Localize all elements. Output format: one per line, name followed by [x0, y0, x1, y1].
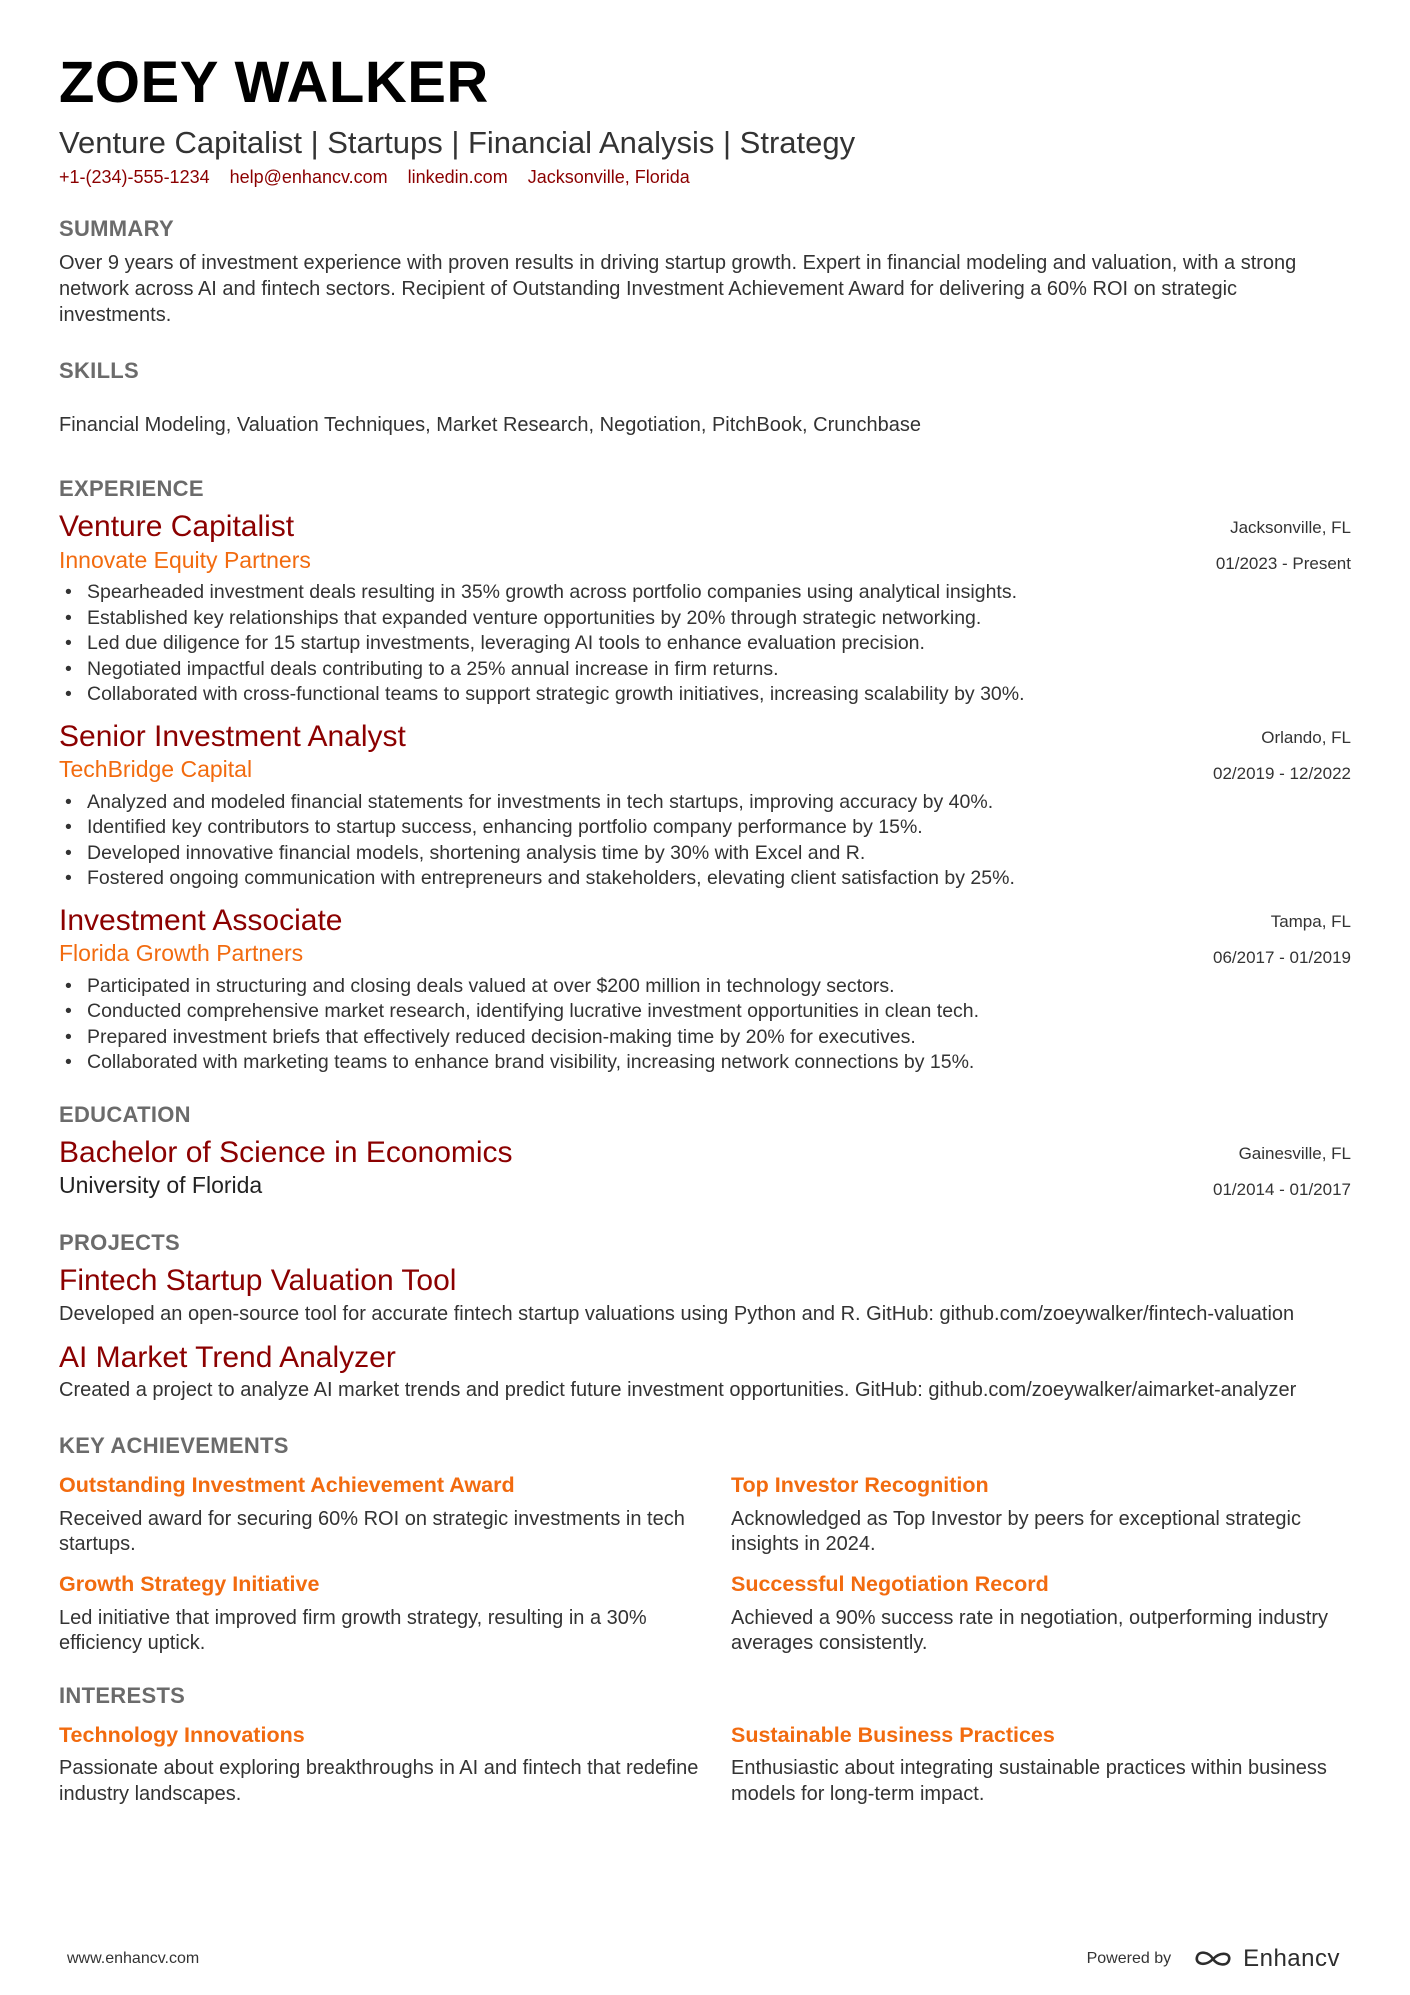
achievement-text: Received award for securing 60% ROI on strategic investments in tech startups. — [59, 1507, 685, 1556]
interest-text: Enthusiastic about integrating sustainable practices within business models for long-term impact. — [731, 1757, 1327, 1805]
interest-title: Technology Innovations — [59, 1722, 305, 1747]
achievements-grid — [59, 1473, 1351, 1657]
job-bullets — [59, 790, 1351, 892]
phone-link[interactable]: +1-(234)-555-1234 — [59, 167, 210, 188]
summary-section — [59, 216, 1351, 328]
list-item: • Conducted comprehensive market research, identifying lucrative investment opportunities in clean tech. — [87, 999, 1351, 1025]
powered-by — [1087, 1945, 1340, 1973]
experience-entry — [59, 720, 1351, 892]
resume-header — [59, 50, 1351, 188]
section-title-summary: SUMMARY — [59, 216, 174, 242]
projects-section — [59, 1230, 1351, 1403]
powered-by-label: Powered by — [1086, 1950, 1172, 1967]
list-item: • Identified key contributors to startup success, enhancing portfolio company performance by 15%. — [87, 815, 1351, 841]
project-title: AI Market Trend Analyzer — [59, 1340, 396, 1374]
achievement-text: Achieved a 90% success rate in negotiation, outperforming industry averages consistently. — [731, 1606, 1329, 1655]
education-meta — [1213, 1136, 1351, 1208]
interest-title: Sustainable Business Practices — [731, 1722, 1055, 1747]
interest-text: Passionate about exploring breakthroughs in AI and fintech that redefine industry landscapes. — [59, 1757, 699, 1805]
section-title-skills: SKILLS — [59, 358, 140, 384]
job-company: TechBridge Capital — [59, 756, 253, 783]
education-dates: 01/2014 - 01/2017 — [1212, 1179, 1351, 1199]
interests-section — [59, 1683, 1351, 1808]
website-link[interactable]: www.enhancv.com — [67, 1950, 200, 1967]
achievement-title: Growth Strategy Initiative — [59, 1571, 320, 1596]
experience-section — [59, 476, 1351, 1076]
achievement-text: Acknowledged as Top Investor by peers for exceptional strategic insights in 2024. — [731, 1507, 1301, 1556]
job-title: Senior Investment Analyst — [59, 719, 406, 753]
candidate-name: ZOEY WALKER — [59, 50, 489, 115]
job-meta — [1213, 904, 1351, 976]
skills-text: Financial Modeling, Valuation Techniques, Market Research, Negotiation, PitchBook, Crunchbase — [59, 414, 921, 437]
job-location: Jacksonville, FL — [1230, 518, 1351, 538]
skills-section — [59, 358, 1351, 438]
list-item: • Developed innovative financial models, shortening analysis time by 30% with Excel and R. — [87, 841, 1351, 867]
job-bullets — [59, 580, 1351, 708]
list-item: • Established key relationships that expanded venture opportunities by 20% through strategic networking. — [87, 606, 1351, 632]
infinity-logo-icon — [1193, 1948, 1233, 1970]
achievement-title: Successful Negotiation Record — [731, 1571, 1049, 1596]
list-item: • Negotiated impactful deals contributing to a 25% annual increase in firm returns. — [87, 657, 1351, 683]
job-dates: 06/2017 - 01/2019 — [1212, 947, 1351, 967]
education-entry — [59, 1136, 1351, 1200]
job-title: Venture Capitalist — [59, 510, 295, 544]
experience-entry — [59, 510, 1351, 708]
interests-grid — [59, 1723, 1351, 1808]
achievement-title: Outstanding Investment Achievement Award — [59, 1473, 515, 1498]
job-bullets — [59, 974, 1351, 1076]
brand-name: Enhancv — [1243, 1945, 1340, 1972]
candidate-headline: Venture Capitalist | Startups | Financial Analysis | Strategy — [59, 125, 856, 160]
list-item: • Collaborated with cross-functional teams to support strategic growth initiatives, increasing scalability by 30%. — [87, 682, 1351, 708]
linkedin-link[interactable]: linkedin.com — [407, 167, 508, 188]
job-dates: 01/2023 - Present — [1215, 554, 1351, 574]
list-item: • Collaborated with marketing teams to enhance brand visibility, increasing network connections by 15%. — [87, 1050, 1351, 1076]
achievement-text: Led initiative that improved firm growth strategy, resulting in a 30% efficiency uptick. — [59, 1606, 647, 1655]
job-meta — [1216, 510, 1351, 582]
section-title-education: EDUCATION — [59, 1101, 191, 1127]
job-company: Innovate Equity Partners — [59, 546, 311, 573]
list-item: • Analyzed and modeled financial statements for investments in tech startups, improving accuracy by 40%. — [87, 790, 1351, 816]
education-section — [59, 1102, 1351, 1200]
achievement-item — [59, 1572, 699, 1657]
interest-item — [59, 1723, 699, 1808]
list-item: • Participated in structuring and closing deals valued at over $200 million in technology sectors. — [87, 974, 1351, 1000]
project-item — [59, 1341, 1351, 1404]
experience-entry — [59, 904, 1351, 1076]
achievement-item — [59, 1473, 699, 1558]
section-title-projects: PROJECTS — [59, 1230, 180, 1256]
degree-title: Bachelor of Science in Economics — [59, 1135, 513, 1169]
section-title-experience: EXPERIENCE — [59, 476, 204, 502]
project-description: Developed an open-source tool for accurate fintech startup valuations using Python and R. GitHub: github.com/zoeywalker/fintech-valuation — [59, 1302, 1295, 1325]
contact-info — [59, 167, 1351, 188]
page-footer — [0, 1905, 1410, 1995]
list-item: • Spearheaded investment deals resulting in 35% growth across portfolio companies using analytical insights. — [87, 580, 1351, 606]
list-item: • Fostered ongoing communication with entrepreneurs and stakeholders, elevating client satisfaction by 25%. — [87, 866, 1351, 892]
achievements-section — [59, 1433, 1351, 1657]
job-title: Investment Associate — [59, 903, 343, 937]
project-title: Fintech Startup Valuation Tool — [59, 1264, 457, 1298]
job-company: Florida Growth Partners — [59, 940, 304, 967]
achievement-title: Top Investor Recognition — [731, 1473, 989, 1498]
location-text: Jacksonville, Florida — [527, 167, 690, 188]
list-item: • Led due diligence for 15 startup investments, leveraging AI tools to enhance evaluation precision. — [87, 631, 1351, 657]
summary-text: Over 9 years of investment experience with proven results in driving startup growth. Expert in financial modeling and valuation, with a strong network across AI and fintech sectors. Recipient of Outstanding Investment Achievement Award for delivering a 60% ROI on strategic investments. — [59, 252, 1297, 327]
education-location: Gainesville, FL — [1238, 1143, 1351, 1163]
section-title-interests: INTERESTS — [59, 1682, 186, 1708]
achievement-item — [731, 1572, 1371, 1657]
school-name: University of Florida — [59, 1172, 263, 1199]
project-item — [59, 1264, 1351, 1327]
job-dates: 02/2019 - 12/2022 — [1212, 763, 1351, 783]
job-location: Orlando, FL — [1261, 727, 1351, 747]
job-location: Tampa, FL — [1270, 911, 1351, 931]
email-link[interactable]: help@enhancv.com — [229, 167, 388, 188]
list-item: • Prepared investment briefs that effectively reduced decision-making time by 20% for executives. — [87, 1025, 1351, 1051]
interest-item — [731, 1723, 1371, 1808]
achievement-item — [731, 1473, 1371, 1558]
section-title-achievements: KEY ACHIEVEMENTS — [59, 1433, 289, 1459]
enhancv-logo[interactable] — [1193, 1945, 1340, 1973]
project-description: Created a project to analyze AI market trends and predict future investment opportunities. GitHub: github.com/zoeywalker/aimarket-analyzer — [59, 1379, 1297, 1402]
job-meta — [1213, 720, 1351, 792]
